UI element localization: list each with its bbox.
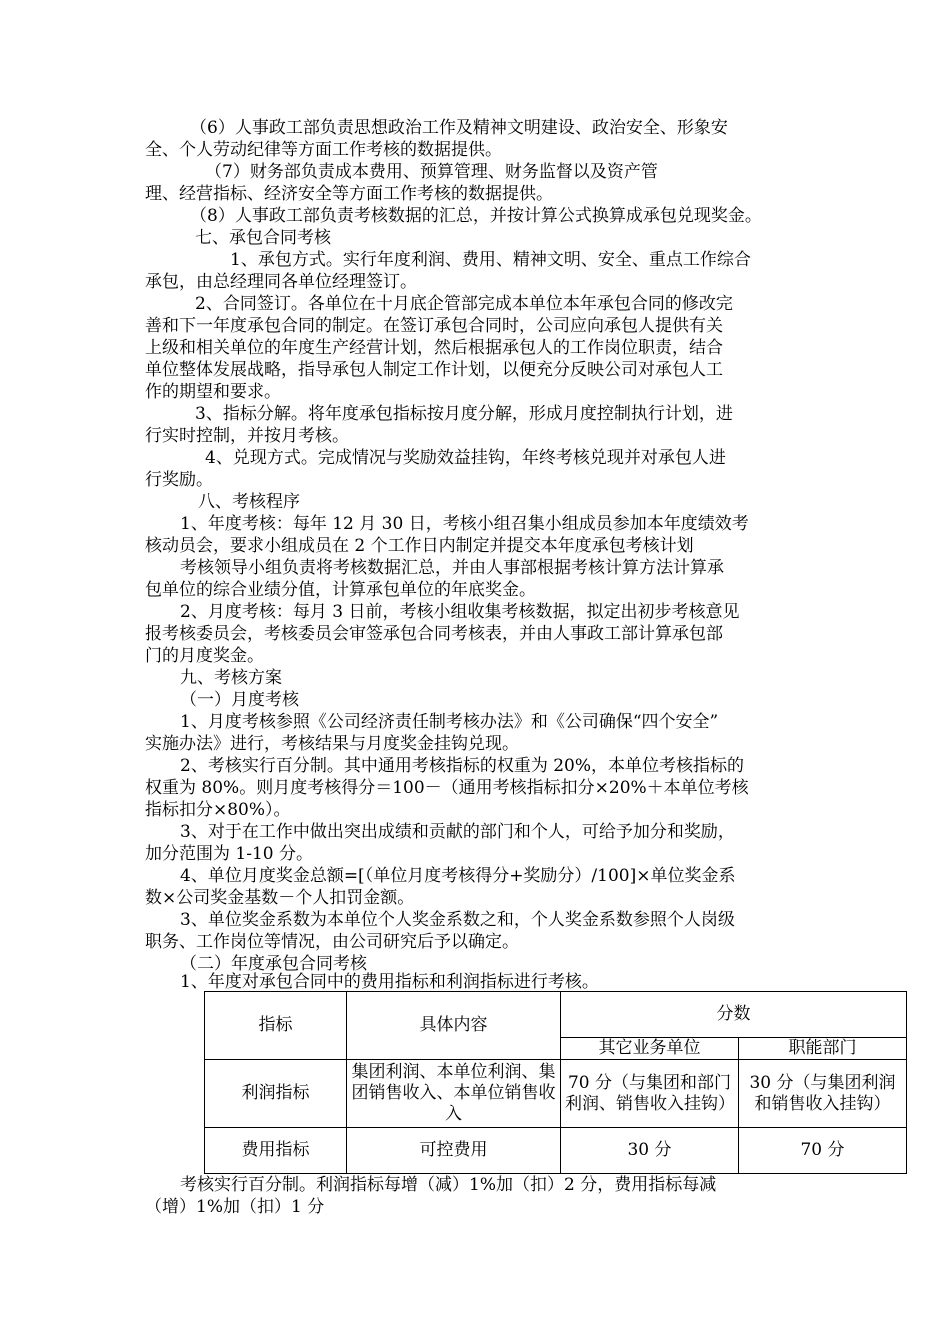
paragraph-line: 3、对于在工作中做出突出成绩和贡献的部门和个人，可给予加分和奖励， (180, 822, 735, 842)
section-heading: 八、考核程序 (198, 492, 300, 512)
paragraph-line: 理、经营指标、经济安全等方面工作考核的数据提供。 (145, 184, 553, 204)
cell-indicator: 利润指标 (205, 1060, 347, 1128)
header-functional: 职能部门 (739, 1038, 907, 1060)
paragraph-line: 考核实行百分制。利润指标每增（减）1%加（扣）2 分，费用指标每减 (180, 1175, 717, 1195)
cell-indicator: 费用指标 (205, 1128, 347, 1174)
paragraph-line: 报考核委员会，考核委员会审签承包合同考核表，并由人事政工部计算承包部 (145, 624, 723, 644)
cell-content: 可控费用 (347, 1128, 561, 1174)
cell-functional: 30 分（与集团利润和销售收入挂钩） (739, 1060, 907, 1128)
paragraph-line: 3、单位奖金系数为本单位个人奖金系数之和，个人奖金系数参照个人岗级 (180, 910, 735, 930)
header-content: 具体内容 (347, 992, 561, 1060)
cell-functional: 70 分 (739, 1128, 907, 1174)
paragraph-line: 考核领导小组负责将考核数据汇总，并由人事部根据考核计算方法计算承 (180, 558, 724, 578)
assessment-table (204, 991, 907, 1174)
header-score: 分数 (561, 992, 907, 1038)
paragraph-line: 2、月度考核：每月 3 日前，考核小组收集考核数据，拟定出初步考核意见 (180, 602, 740, 622)
paragraph-line: 加分范围为 1-10 分。 (145, 844, 313, 864)
section-heading: 九、考核方案 (180, 668, 282, 688)
header-other-units: 其它业务单位 (561, 1038, 739, 1060)
paragraph-line: 职务、工作岗位等情况，由公司研究后予以确定。 (145, 932, 519, 952)
paragraph-line: 包单位的综合业绩分值，计算承包单位的年底奖金。 (145, 580, 536, 600)
paragraph-line: （8）人事政工部负责考核数据的汇总，并按计算公式换算成承包兑现奖金。 (190, 206, 762, 226)
paragraph-line: 行实时控制，并按月考核。 (145, 426, 349, 446)
paragraph-line: 全、个人劳动纪律等方面工作考核的数据提供。 (145, 140, 502, 160)
paragraph-line: 实施办法》进行，考核结果与月度奖金挂钩兑现。 (145, 734, 519, 754)
table-header-row (205, 992, 907, 1038)
paragraph-line: 1、月度考核参照《公司经济责任制考核办法》和《公司确保“四个安全” (180, 712, 719, 732)
paragraph-line: （6）人事政工部负责思想政治工作及精神文明建设、政治安全、形象安 (190, 118, 728, 138)
paragraph-line: 单位整体发展战略，指导承包人制定工作计划，以便充分反映公司对承包人工 (145, 360, 723, 380)
paragraph-line: 3、指标分解。将年度承包指标按月度分解，形成月度控制执行计划，进 (195, 404, 733, 424)
paragraph-line: 核动员会，要求小组成员在 2 个工作日内制定并提交本年度承包考核计划 (145, 536, 694, 556)
paragraph-line: 2、考核实行百分制。其中通用考核指标的权重为 20%，本单位考核指标的 (180, 756, 745, 776)
paragraph-line: 上级和相关单位的年度生产经营计划，然后根据承包人的工作岗位职责，结合 (145, 338, 723, 358)
cell-other-units: 70 分（与集团和部门利润、销售收入挂钩） (561, 1060, 739, 1128)
cell-other-units: 30 分 (561, 1128, 739, 1174)
paragraph-line: 权重为 80%。则月度考核得分＝100－（通用考核指标扣分×20%＋本单位考核 (145, 778, 749, 798)
paragraph-line: （增）1%加（扣）1 分 (145, 1197, 325, 1217)
header-indicator: 指标 (205, 992, 347, 1060)
cell-content: 集团利润、本单位利润、集团销售收入、本单位销售收入 (347, 1060, 561, 1128)
table-row (205, 1128, 907, 1174)
table-row (205, 1060, 907, 1128)
paragraph-line: 数×公司奖金基数－个人扣罚金额。 (145, 888, 415, 908)
paragraph-line: 善和下一年度承包合同的制定。在签订承包合同时，公司应向承包人提供有关 (145, 316, 723, 336)
paragraph-line: 行奖励。 (145, 470, 213, 490)
paragraph-line: 承包，由总经理同各单位经理签订。 (145, 272, 417, 292)
paragraph-line: 1、年度对承包合同中的费用指标和利润指标进行考核。 (180, 972, 599, 992)
paragraph-line: 4、单位月度奖金总额=[（单位月度考核得分+奖励分）/100]×单位奖金系 (180, 866, 736, 886)
paragraph-line: 1、年度考核：每年 12 月 30 日，考核小组召集小组成员参加本年度绩效考 (180, 514, 749, 534)
paragraph-line: 2、合同签订。各单位在十月底企管部完成本单位本年承包合同的修改完 (195, 294, 733, 314)
paragraph-line: （7）财务部负责成本费用、预算管理、财务监督以及资产管 (205, 162, 658, 182)
paragraph-line: 作的期望和要求。 (145, 382, 281, 402)
paragraph-line: 4、兑现方式。完成情况与奖励效益挂钩，年终考核兑现并对承包人进 (205, 448, 726, 468)
paragraph-line: 门的月度奖金。 (145, 646, 264, 666)
subsection-heading: （二）年度承包合同考核 (180, 954, 367, 974)
subsection-heading: （一）月度考核 (180, 690, 299, 710)
paragraph-line: 1、承包方式。实行年度利润、费用、精神文明、安全、重点工作综合 (230, 250, 751, 270)
paragraph-line: 指标扣分×80%）。 (145, 800, 291, 820)
section-heading: 七、承包合同考核 (195, 228, 331, 248)
